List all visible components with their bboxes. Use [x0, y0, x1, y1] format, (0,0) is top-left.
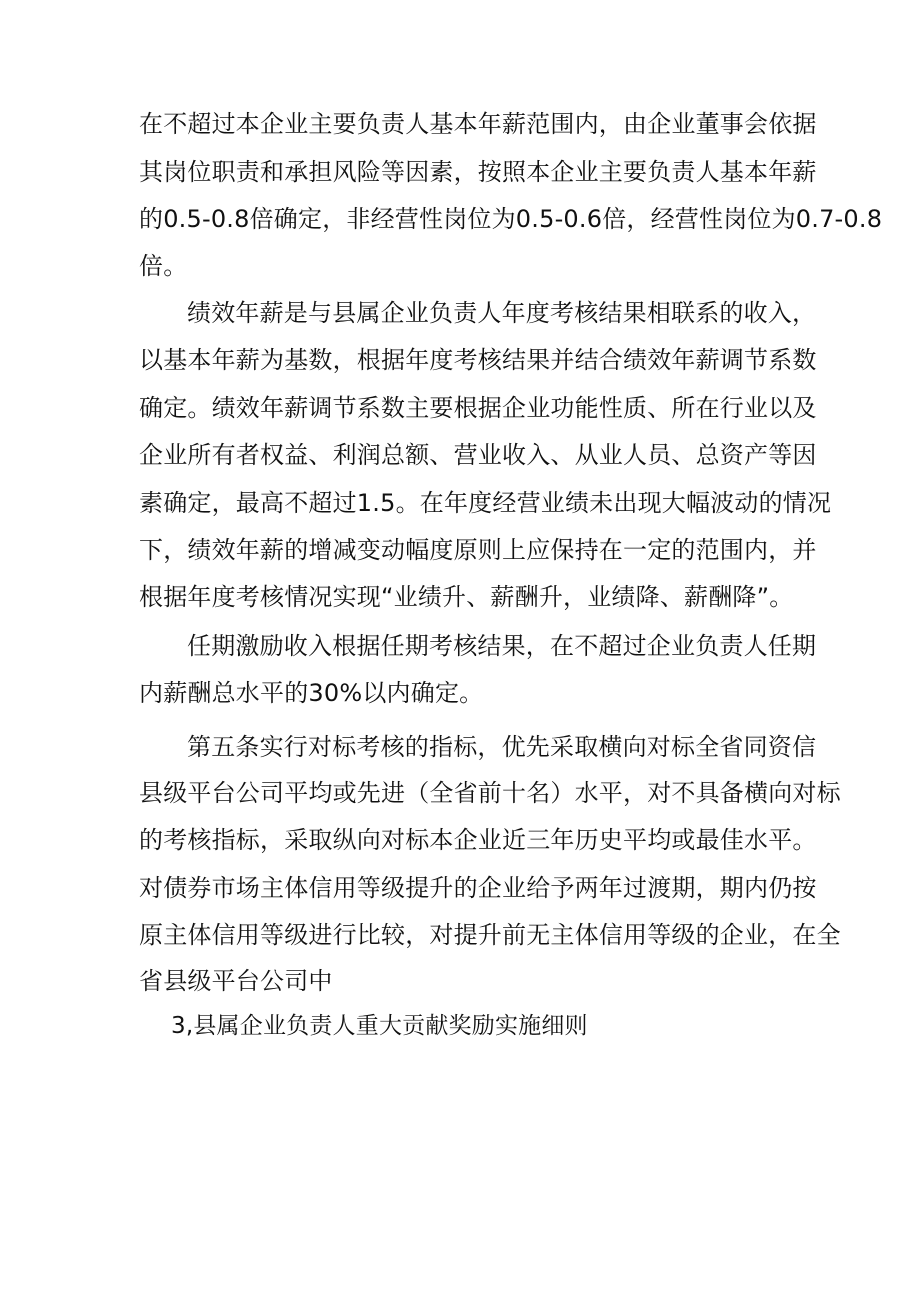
paragraph-line: 绩效年薪是与县属企业负责人年度考核结果相联系的收入， [187, 299, 817, 327]
section-subheading: 3,县属企业负责人重大贡献奖励实施细则 [171, 1013, 588, 1039]
paragraph-line: 在不超过本企业主要负责人基本年薪范围内，由企业董事会依据 [139, 110, 817, 138]
paragraph-line: 倍。 [139, 252, 188, 280]
paragraph-line: 其岗位职责和承担风险等因素，按照本企业主要负责人基本年薪 [139, 158, 817, 186]
paragraph-line: 省县级平台公司中 [139, 967, 333, 995]
paragraph-line: 下，绩效年薪的增减变动幅度原则上应保持在一定的范围内，并 [139, 536, 817, 564]
paragraph-line: 县级平台公司平均或先进（全省前十名）水平，对不具备横向对标 [139, 779, 841, 807]
paragraph-line: 原主体信用等级进行比较，对提升前无主体信用等级的企业，在全 [139, 921, 841, 949]
paragraph-line: 以基本年薪为基数，根据年度考核结果并结合绩效年薪调节系数 [139, 346, 817, 374]
paragraph-line: 对债券市场主体信用等级提升的企业给予两年过渡期，期内仍按 [139, 874, 817, 902]
paragraph-line: 根据年度考核情况实现“业绩升、薪酬升，业绩降、薪酬降”。 [139, 583, 794, 611]
paragraph-line: 的考核指标，采取纵向对标本企业近三年历史平均或最佳水平。 [139, 826, 817, 854]
paragraph-line: 素确定，最高不超过1.5。在年度经营业绩未出现大幅波动的情况 [139, 489, 832, 517]
paragraph-line: 任期激励收入根据任期考核结果，在不超过企业负责人任期 [187, 632, 817, 660]
paragraph-line: 第五条实行对标考核的指标，优先采取横向对标全省同资信 [187, 733, 817, 761]
paragraph-line: 企业所有者权益、利润总额、营业收入、从业人员、总资产等因 [139, 441, 817, 469]
paragraph-line: 的0.5-0.8倍确定，非经营性岗位为0.5-0.6倍，经营性岗位为0.7-0.8 [139, 205, 883, 233]
paragraph-line: 内薪酬总水平的30%以内确定。 [139, 679, 484, 707]
paragraph-line: 确定。绩效年薪调节系数主要根据企业功能性质、所在行业以及 [139, 394, 817, 422]
